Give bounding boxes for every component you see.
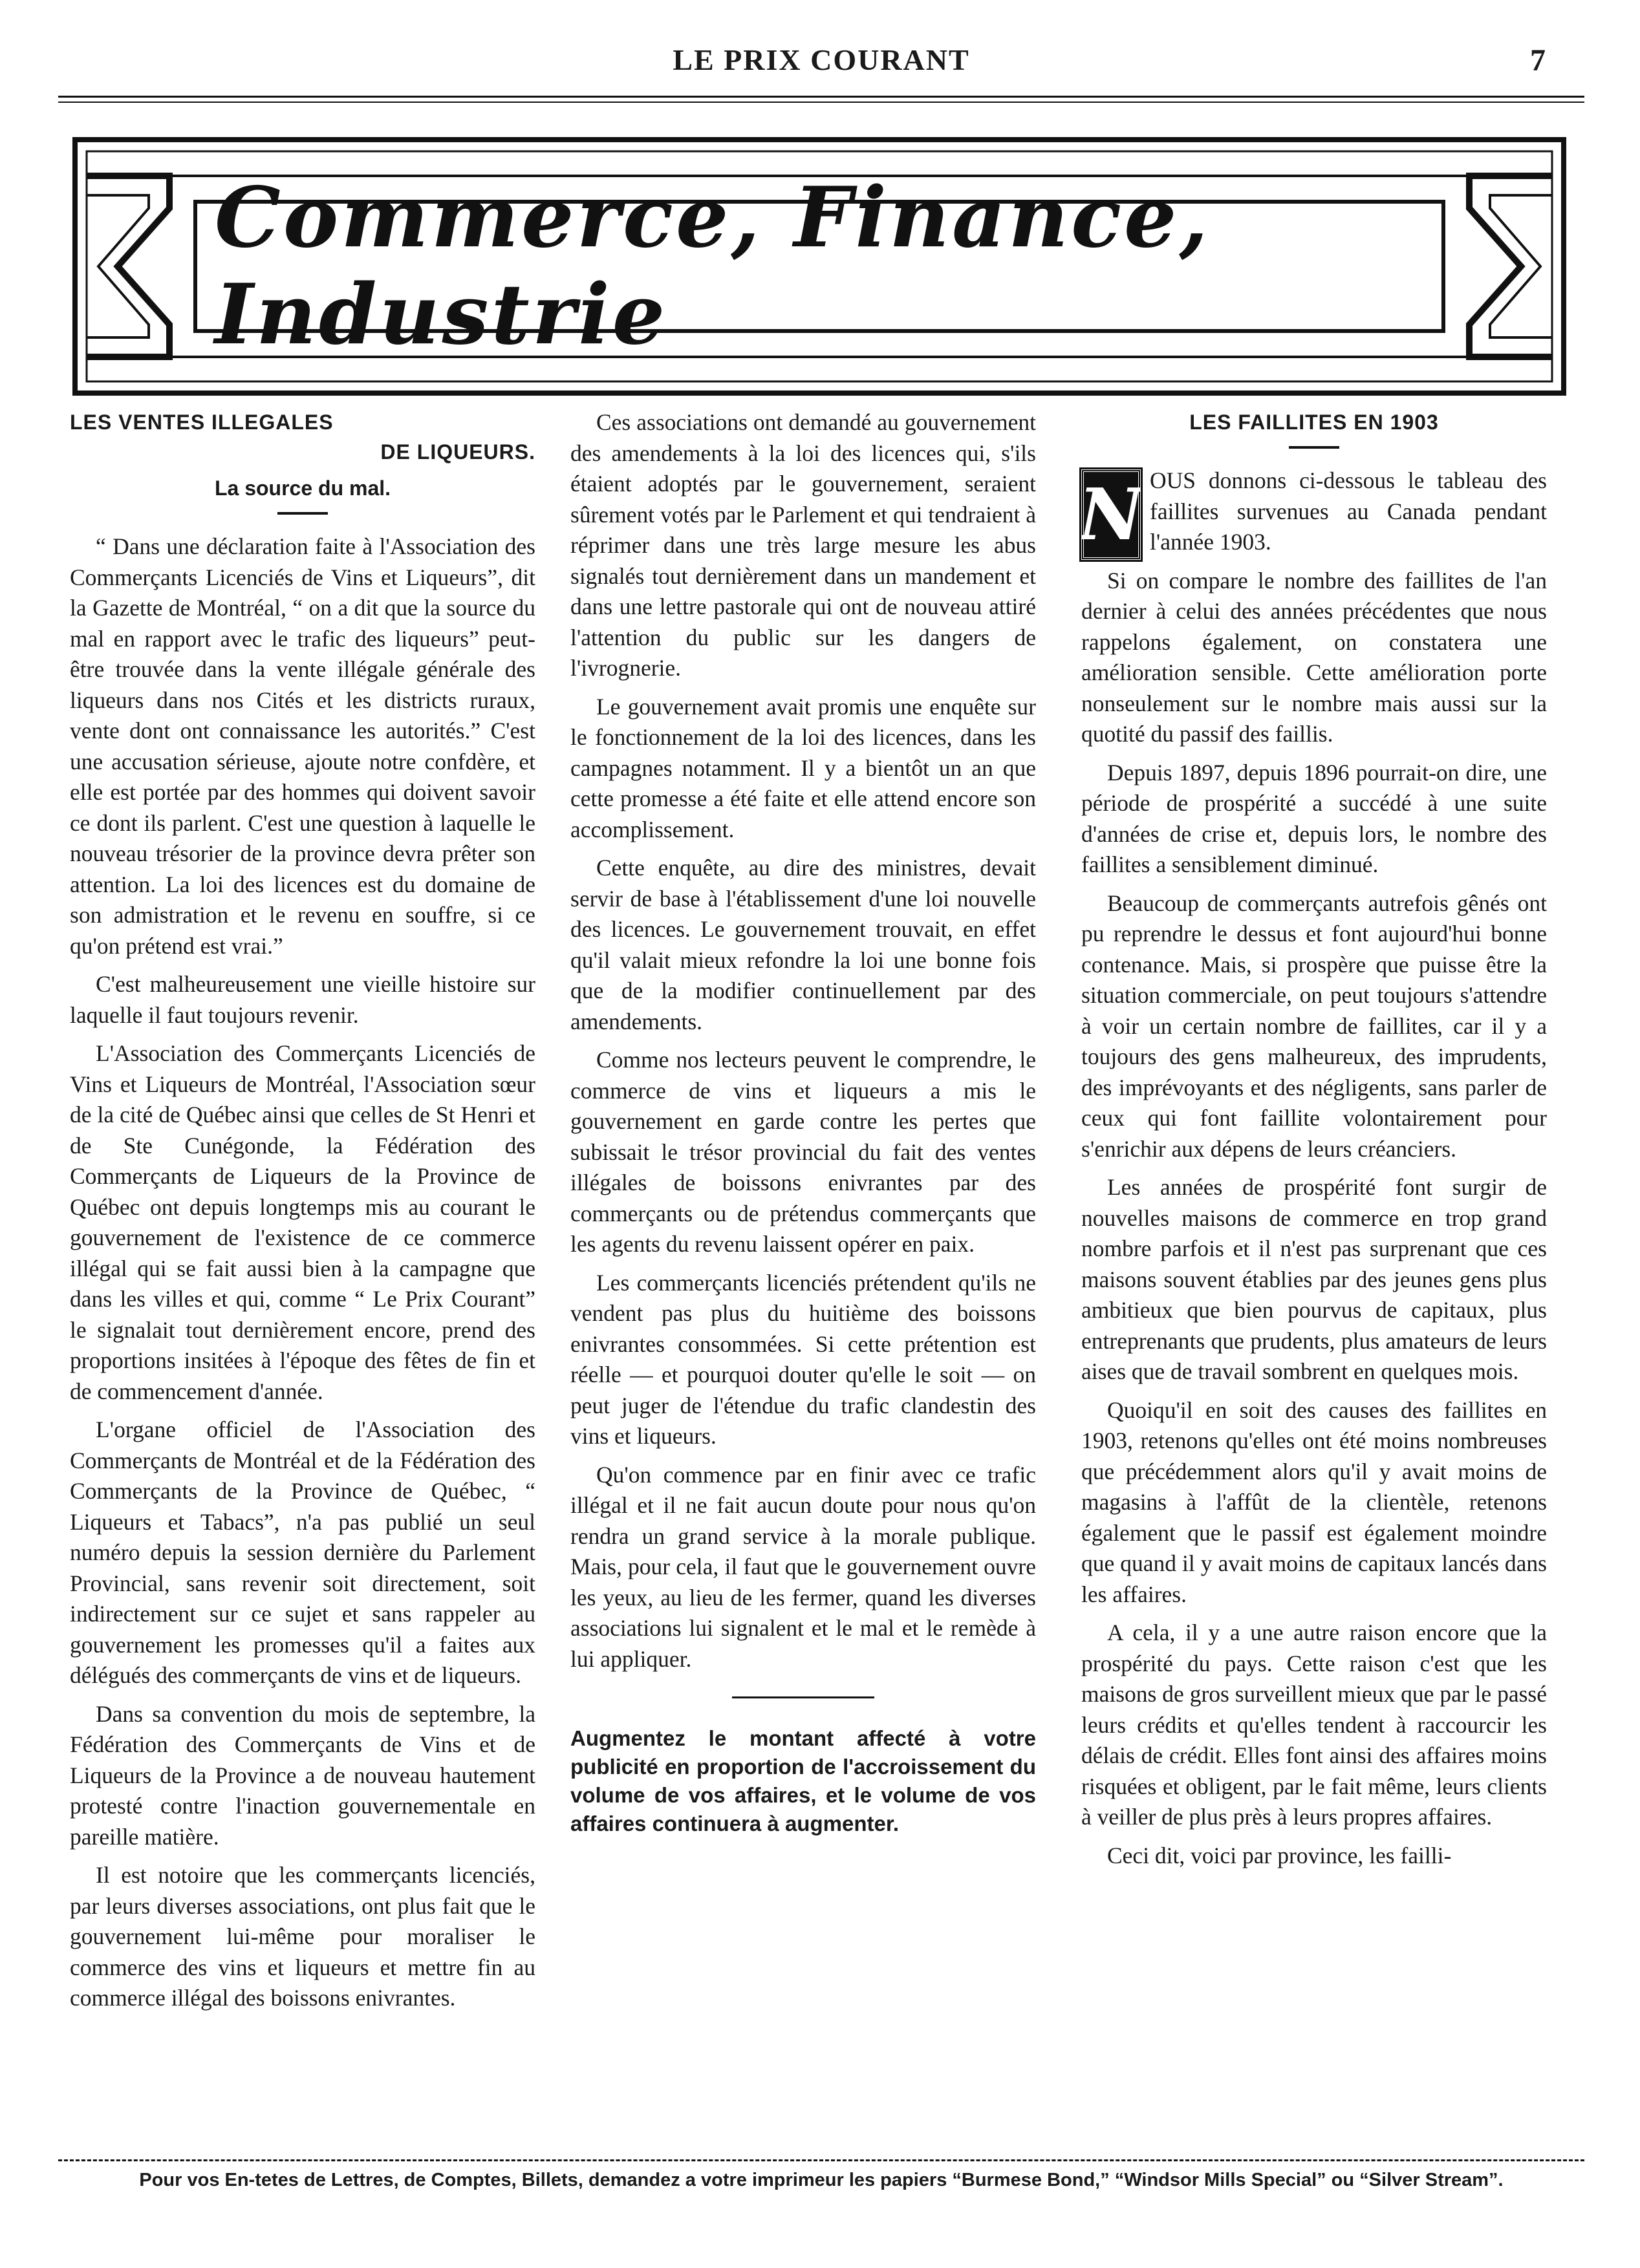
paragraph: Le gouvernement avait promis une enquête sur le fonctionnement de la loi des licences, dans les campagnes notamment. Il y a bientôt un an que cette promesse a été faite et elle attend encore son accomplissement. — [570, 693, 1036, 842]
section-banner — [72, 137, 1566, 396]
advertising-notice: Augmentez le montant affecté à votre publicité en proportion de l'accroissement du volume de vos affaires, et le volume de vos affaires continuera à augmenter. — [570, 1726, 1036, 1835]
lead-paragraph — [1078, 465, 1547, 558]
header-rule — [58, 96, 1584, 103]
footer-advertisement: Pour vos En-tetes de Lettres, de Comptes, Billets, demandez a votre imprimeur les papiers “Burmese Bond,” “Windsor Mills Special” ou “Silver Stream”. — [139, 2170, 1504, 2190]
paragraph: Les commerçants licenciés prétendent qu'ils ne vendent pas plus du huitième des boissons enivrantes consommées. Si cette prétention est réelle — et pourquoi douter qu'elle le soit — on peut juger de l'étendue du trafic clandestin des vins et liqueurs. — [570, 1269, 1036, 1449]
article-title: LES FAILLITES EN 1903 — [1189, 411, 1439, 434]
paragraph: Si on compare le nombre des faillites de l'an dernier à celui des années précédentes que nous rappelons également, on constatera une amélioration sensible. Cette amélioration porte nonseulement sur le nombre mais aussi sur la quotité du passif des faillis. — [1081, 567, 1547, 747]
paragraph: Ces associations ont demandé au gouvernement des amendements à la loi des licences qui, s'ils étaient adoptés par le gouvernement, seraient sûrement votés par le Parlement et qui tendraient à réprimer dans une très large mesure les abus signalés tout dernièrement dans un mandement et dans une lettre pastorale qui ont de nouveau attiré l'attention du public sur les dangers de l'ivrognerie. — [570, 409, 1036, 681]
separator-rule — [732, 1696, 874, 1698]
publication-title: LE PRIX COURANT — [673, 43, 970, 76]
article-subtitle: La source du mal. — [214, 476, 391, 500]
banner-title: Commerce, Finance, Industrie — [215, 169, 1211, 363]
paragraph: Comme nos lecteurs peuvent le comprendre, le commerce de vins et liqueurs a mis le gouvernement en garde contre les pertes que subissait le trésor provincial du fait des ventes illégales de boissons enivrantes par des commerçants ou de prétendus commerçants que les agents du revenu laissent opérer en paix. — [570, 1047, 1036, 1257]
footer-rule — [58, 2159, 1584, 2161]
column-left — [70, 407, 535, 2022]
drop-cap-letter: N — [1081, 469, 1141, 560]
paragraph: Qu'on commence par en finir avec ce trafic illégal et il ne fait aucun doute pour nous qu'on rendra un grand service à la morale publique. Mais, pour cela, il faut que le gouvernement ouvre les yeux, au lieu de les fermer, quand les diverses associations lui signalent et le mal et le remède à lui appliquer. — [570, 1461, 1036, 1672]
paragraph: L'Association des Commerçants Licenciés de Vins et Liqueurs de Montréal, l'Association sœur de la cité de Québec ainsi que celles de St Henri et de Ste Cunégonde, la Fédération des Commerçants de Liqueurs de la Province de Québec ont depuis longtemps mis au courant le gouvernement de l'existence de ce commerce illégal qui se fait aussi bien à la campagne que dans les villes et qui, comme “ Le Prix Courant” le signalait tout dernièrement encore, prend des proportions insitées à l'époque des fêtes de fin et de commencement d'année. — [70, 1040, 535, 1404]
page-header — [58, 37, 1584, 83]
article-title — [70, 407, 535, 467]
page-number: 7 — [1530, 43, 1546, 78]
paragraph: Quoiqu'il en soit des causes des faillites en 1903, retenons qu'elles ont été moins nombreuses que précédemment alors qu'il y avait moins de magasins à l'affût de la clientèle, retenons également que le passif est également moindre que quand il y avait moins de capitaux lancés dans les affaires. — [1081, 1396, 1547, 1607]
paragraph: OUS donnons ci-dessous le tableau des faillites survenues au Canada pendant l'année 1903. — [1150, 467, 1547, 555]
paragraph: Les années de prospérité font surgir de nouvelles maisons de commerce en trop grand nombre parfois et il n'est pas surprenant que ces maisons souvent établies par des jeunes gens plus ambitieux que bien pourvus de capitaux, plus entreprenants que prudents, plus amateurs de leurs aises que de travail sombrent en quelques mois. — [1081, 1174, 1547, 1384]
paragraph: Depuis 1897, depuis 1896 pourrait-on dire, une période de prospérité a succédé à une suite d'années de crise et, depuis lors, le nombre des faillites a sensiblement diminué. — [1081, 759, 1547, 877]
article-title-line2: DE LIQUEURS. — [380, 440, 535, 464]
separator-rule — [1289, 446, 1339, 449]
paragraph: Cette enquête, au dire des ministres, devait servir de base à l'établissement d'une loi nouvelle des licences. Le gouvernement trouvait, en effet qu'il valait mieux refondre la loi une bonne fois que de la modifier continuellement par des amendements. — [570, 855, 1036, 1034]
paragraph: C'est malheureusement une vieille histoire sur laquelle il faut toujours revenir. — [70, 971, 535, 1028]
paragraph: L'organe officiel de l'Association des Commerçants de Montréal et de la Fédération des Commerçants de la Province de Québec, “ Liqueurs et Tabacs”, n'a pas publié un seul numéro depuis la session dernière du Parlement Provincial, sans revenir soit directement, soit indirectement sur ce sujet et sans rappeler au gouvernement les promesses qu'il a faites aux délégués des commerçants de vins et de liqueurs. — [70, 1417, 535, 1688]
separator-rule — [277, 512, 328, 515]
paragraph: Dans sa convention du mois de septembre, la Fédération des Commerçants de Vins et de Liqueurs de la Province a de nouveau hautement protesté contre l'inaction gouvernementale en pareille matière. — [70, 1700, 535, 1850]
paragraph: Il est notoire que les commerçants licenciés, par leurs diverses associations, ont plus fait que le gouvernement lui-même pour moraliser le commerce des vins et liqueurs et mettre fin au commerce illégal des boissons enivrantes. — [70, 1862, 535, 2011]
column-right — [1078, 407, 1547, 1879]
article-title-line1: LES VENTES ILLEGALES — [70, 411, 334, 434]
column-middle — [570, 407, 1036, 1846]
paragraph: A cela, il y a une autre raison encore que la prospérité du pays. Cette raison c'est que les maisons de gros surveillent mieux que par le passé leurs crédits et qu'elles tendent à raccourcir les délais de crédit. Elles font ainsi des affaires moins risquées et obligent, par le fait même, leurs clients à veiller de plus près à leurs propres affaires. — [1081, 1620, 1547, 1830]
paragraph: “ Dans une déclaration faite à l'Association des Commerçants Licenciés de Vins et Liqueurs”, dit la Gazette de Montréal, “ on a dit que la source du mal en rapport avec le trafic des liqueurs” peut-être trouvée dans la vente illégale générale des liqueurs dans nos Cités et les districts ruraux, vente dont ont connaissance les autorités.” C'est une accusation sérieuse, ajoute notre confdère, et elle est portée par des hommes qui doivent savoir ce dont ils parlent. C'est une question à laquelle le nouveau trésorier de la province devra prêter son attention. La loi des licences est du domaine de son admistration et le revenu en souffre, si ce qu'on prétend est vrai.” — [70, 533, 535, 959]
paragraph: Ceci dit, voici par province, les failli- — [1107, 1842, 1452, 1868]
paragraph: Beaucoup de commerçants autrefois gênés ont pu reprendre le dessus et font aujourd'hui bonne contenance. Mais, si prospère que puisse être la situation commerciale, on peut toujours s'attendre à voir un certain nombre de faillites, car il y a toujours des gens malheureux, des imprudents, des imprévoyants et des négligents, sans parler de ceux qui font faillite volontairement pour s'enrichir aux dépens de leurs créanciers. — [1081, 890, 1547, 1162]
